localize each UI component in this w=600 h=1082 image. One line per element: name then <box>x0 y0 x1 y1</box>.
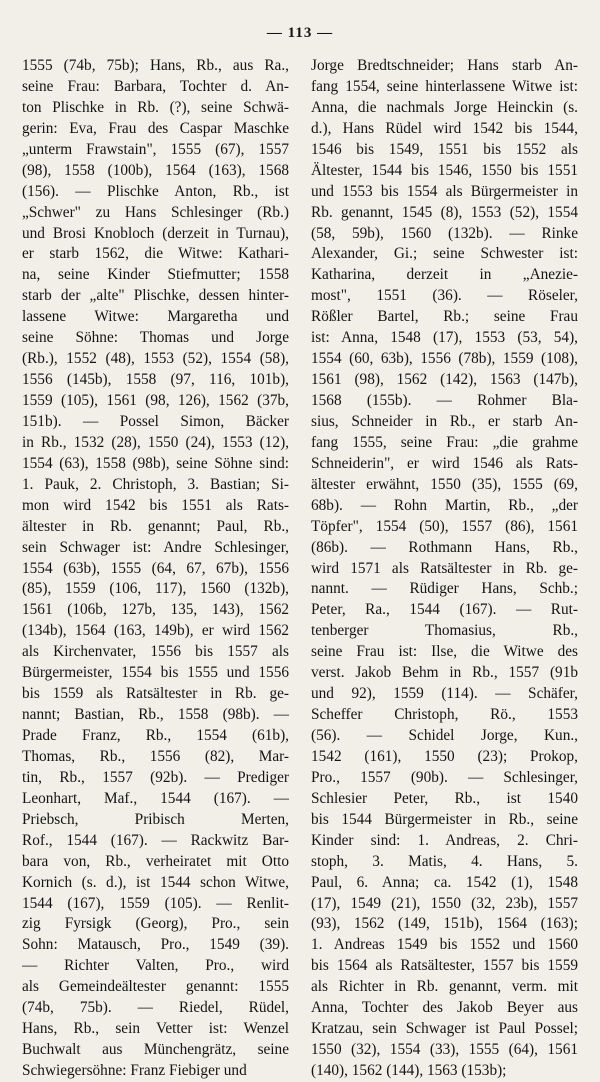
text-line: most", 1551 (36). — Röseler, <box>311 287 578 305</box>
text-line: fang 1554, seine hinterlassene Witwe ist: <box>311 77 578 95</box>
text-line: stoph, 3. Matis, 4. Hans, 5. <box>311 852 578 870</box>
text-line: seine Söhne: Thomas und Jorge <box>22 329 289 347</box>
text-line: 1554 (60, 63b), 1556 (78b), 1559 (108), <box>311 350 578 368</box>
text-line: (58, 59b), 1560 (132b). — Rinke <box>311 224 578 242</box>
text-line: Kinder sind: 1. Andreas, 2. Chri- <box>311 831 578 849</box>
text-line: (56). — Schidel Jorge, Kun., <box>311 727 578 744</box>
text-line: bis 1564 als Ratsältester, 1557 bis 1559 <box>311 957 578 975</box>
left-column <box>22 56 289 1082</box>
text-line: (17), 1549 (21), 1550 (32, 23b), 1557 <box>311 894 578 912</box>
text-line: (85), 1559 (106, 117), 1560 (132b), <box>22 580 289 598</box>
text-line: sius, Schneider in Rb., er starb An- <box>311 412 578 430</box>
text-line: Scheffer Christoph, Rö., 1553 <box>311 706 578 724</box>
text-line: (93), 1562 (149, 151b), 1564 (163); <box>311 915 578 933</box>
text-line: Bürgermeister, 1554 bis 1555 und 1556 <box>22 664 289 682</box>
text-line: lassene Witwe: Margaretha und <box>22 308 289 326</box>
text-line: 1556 (145b), 1558 (97, 116, 101b), <box>22 371 289 389</box>
text-line: (156). — Plischke Anton, Rb., ist <box>22 182 289 200</box>
text-line: Jorge Bredtschneider; Hans starb An- <box>311 57 578 74</box>
text-line: 1. Pauk, 2. Christoph, 3. Bastian; Si- <box>22 475 289 493</box>
text-line: Paul, 6. Anna; ca. 1542 (1), 1548 <box>311 873 578 891</box>
text-line: Kratzau, sein Schwager ist Paul Possel; <box>311 1020 578 1038</box>
text-line: 1561 (106b, 127b, 135, 143), 1562 <box>22 601 289 619</box>
text-line: Töpfer", 1554 (50), 1557 (86), 1561 <box>311 517 578 535</box>
text-line: als Richter in Rb. genannt, verm. mit <box>311 978 578 996</box>
text-line: Rb. genannt, 1545 (8), 1553 (52), 1554 <box>311 203 578 221</box>
text-line: Peter, Ra., 1544 (167). — Rut- <box>311 601 578 619</box>
text-line: (74b, 75b). — Riedel, Rüdel, <box>22 999 289 1017</box>
text-line: gerin: Eva, Frau des Caspar Maschke <box>22 119 289 137</box>
text-line: nannt. — Rüdiger Hans, Schb.; <box>311 580 578 598</box>
text-line: bara von, Rb., verheiratet mit Otto <box>22 852 289 870</box>
text-columns <box>22 56 578 1082</box>
text-line: „unterm Frawstain", 1555 (67), 1557 <box>22 140 289 158</box>
text-line: seine Frau: Barbara, Tochter d. An- <box>22 77 289 95</box>
text-line: und Brosi Knobloch (derzeit in Turnau), <box>22 224 289 242</box>
text-line: 1550 (32), 1554 (33), 1555 (64), 1561 <box>311 1041 578 1059</box>
text-line: 1. Andreas 1549 bis 1552 und 1560 <box>311 936 578 954</box>
text-line: Schlesier Peter, Rb., ist 1540 <box>311 789 578 807</box>
text-line: 1542 (161), 1550 (23); Prokop, <box>311 747 578 765</box>
text-line: Anna, die nachmals Jorge Heinckin (s. <box>311 98 578 116</box>
right-column <box>311 56 578 1082</box>
text-line: Rößler Bartel, Rb.; seine Frau <box>311 308 578 326</box>
text-line: 1544 (167), 1559 (105). — Renlit- <box>22 894 289 912</box>
text-line: 1568 (155b). — Rohmer Bla- <box>311 392 578 409</box>
text-line: (Rb.), 1552 (48), 1553 (52), 1554 (58), <box>22 350 289 368</box>
text-line: (140), 1562 (144), 1563 (153b); <box>311 1062 507 1079</box>
text-line: na, seine Kinder Stiefmutter; 1558 <box>22 266 289 284</box>
text-line: nannt; Bastian, Rb., 1558 (98b). — <box>22 706 289 724</box>
text-line: 1554 (63), 1558 (98b), seine Söhne sind: <box>22 454 289 472</box>
text-line: Priebsch, Pribisch Merten, <box>22 810 289 828</box>
page-number: — 113 — <box>266 25 334 41</box>
text-line: bis 1559 als Ratsältester in Rb. ge- <box>22 685 289 703</box>
text-line: sein Schwager ist: Andre Schlesinger, <box>22 538 289 556</box>
text-line: Alexander, Gi.; seine Schwester ist: <box>311 245 578 263</box>
text-line: (86b). — Rothmann Hans, Rb., <box>311 538 578 556</box>
text-line: Prade Franz, Rb., 1554 (61b), <box>22 727 289 744</box>
text-line: bis 1544 Bürgermeister in Rb., seine <box>311 810 578 828</box>
text-line: seine Frau ist: Ilse, die Witwe des <box>311 643 578 661</box>
text-line: (98), 1558 (100b), 1564 (163), 1568 <box>22 161 289 179</box>
text-line: (134b), 1564 (163, 149b), er wird 1562 <box>22 622 289 640</box>
text-line: als Kirchenvater, 1556 bis 1557 als <box>22 643 289 661</box>
text-line: starb der „alte" Plischke, dessen hinter- <box>22 287 289 305</box>
text-line: und 1553 bis 1554 als Bürgermeister in <box>311 182 578 200</box>
text-line: 1554 (63b), 1555 (64, 67, 67b), 1556 <box>22 559 289 577</box>
text-line: 1559 (105), 1561 (98, 126), 1562 (37b, <box>22 392 289 409</box>
text-line: Ältester, 1544 bis 1546, 1550 bis 1551 <box>311 161 578 179</box>
text-line: 1555 (74b, 75b); Hans, Rb., aus Ra., <box>22 57 289 74</box>
text-line: in Rb., 1532 (28), 1550 (24), 1553 (12), <box>22 433 289 451</box>
text-line: Anna, Tochter des Jakob Beyer aus <box>311 999 578 1017</box>
text-line: Thomas, Rb., 1556 (82), Mar- <box>22 747 289 765</box>
text-line: — Richter Valten, Pro., wird <box>22 957 289 975</box>
text-line: Schwiegersöhne: Franz Fiebiger und <box>22 1062 247 1079</box>
text-line: 151b). — Possel Simon, Bäcker <box>22 412 289 430</box>
text-line: 1561 (98), 1562 (142), 1563 (147b), <box>311 371 578 389</box>
text-line: mon wird 1542 bis 1551 als Rats- <box>22 496 289 514</box>
text-line: Kornich (s. d.), ist 1544 schon Witwe, <box>22 873 289 891</box>
text-line: Katharina, derzeit in „Anezie- <box>311 266 578 284</box>
text-line: d.), Hans Rüdel wird 1542 bis 1544, <box>311 119 578 137</box>
text-line: fang 1555, seine Frau: „die grahme <box>311 433 578 451</box>
text-line: und 92), 1559 (114). — Schäfer, <box>311 685 578 703</box>
text-line: „Schwer" zu Hans Schlesinger (Rb.) <box>22 203 289 221</box>
text-line: Hans, Rb., sein Vetter ist: Wenzel <box>22 1020 289 1038</box>
text-line: tenberger Thomasius, Rb., <box>311 622 578 640</box>
text-line: er starb 1562, die Witwe: Kathari- <box>22 245 289 263</box>
text-line: Schneiderin", er wird 1546 als Rats- <box>311 454 578 472</box>
text-line: ist: Anna, 1548 (17), 1553 (53, 54), <box>311 329 578 347</box>
text-line: tin, Rb., 1557 (92b). — Prediger <box>22 768 289 786</box>
text-line: wird 1571 als Ratsältester in Rb. ge- <box>311 559 578 577</box>
text-line: ältester erwähnt, 1550 (35), 1555 (69, <box>311 475 578 493</box>
text-line: 68b). — Rohn Martin, Rb., „der <box>311 496 578 514</box>
text-line: Buchwalt aus Münchengrätz, seine <box>22 1041 289 1059</box>
text-line: Pro., 1557 (90b). — Schlesinger, <box>311 768 578 786</box>
text-line: 1546 bis 1549, 1551 bis 1552 als <box>311 140 578 158</box>
text-line: ton Plischke in Rb. (?), seine Schwä- <box>22 98 289 116</box>
text-line: ältester in Rb. genannt; Paul, Rb., <box>22 517 289 535</box>
text-line: zig Fyrsigk (Georg), Pro., sein <box>22 915 289 933</box>
text-line: Leonhart, Maf., 1544 (167). — <box>22 789 289 807</box>
text-line: Sohn: Matausch, Pro., 1549 (39). <box>22 936 289 954</box>
text-line: verst. Jakob Behm in Rb., 1557 (91b <box>311 664 578 682</box>
text-line: Rof., 1544 (167). — Rackwitz Bar- <box>22 831 289 849</box>
text-line: als Gemeindeältester genannt: 1555 <box>22 978 289 996</box>
